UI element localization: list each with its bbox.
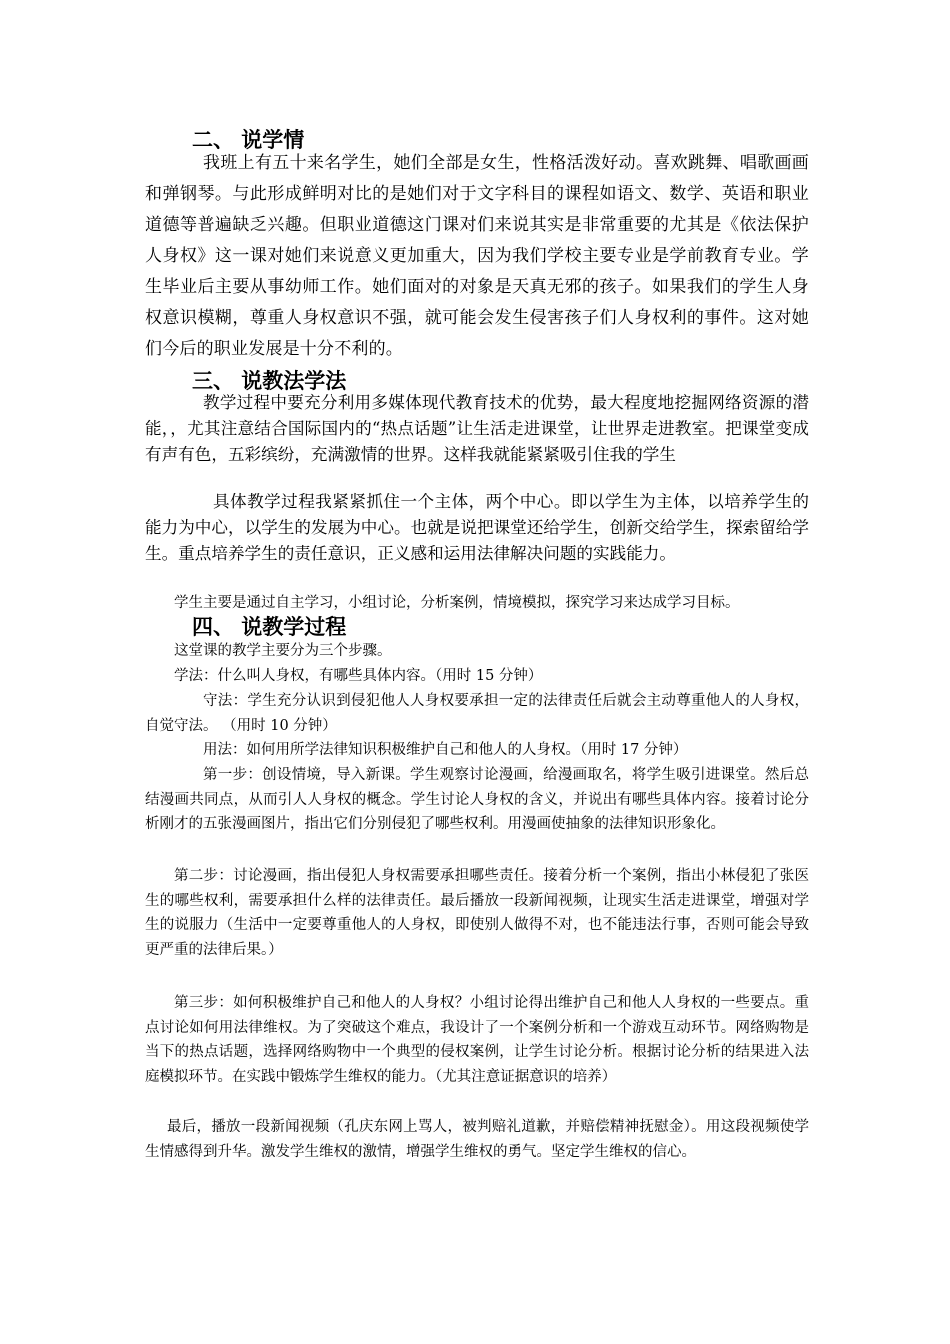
paragraph-step-use-law: 用法：如何用所学法律知识积极维护自己和他人的人身权。（用时 17 分钟） [203, 742, 688, 758]
paragraph-teaching-method-2: 具体教学过程我紧紧抓住一个主体，两个中心。即以学生为主体，以培养学生的能力为中心，以学生的发展为中心。也就是说把课堂还给学生，创新交给学生，探索留给学生。重点培养学生的责任意识，正义感和运用法律解决问题的实践能力。 [145, 492, 809, 563]
paragraph-step-learn-law: 学法：什么叫人身权，有哪些具体内容。（用时 15 分钟） [174, 668, 543, 684]
paragraph-three-steps: 这堂课的教学主要分为三个步骤。 [174, 643, 392, 659]
paragraph-teaching-method-1: 教学过程中要充分利用多媒体现代教育技术的优势，最大程度地挖掘网络资源的潜能，，尤其注意结合国际国内的“热点话题”让生活走进课堂，让世界走进教室。把课堂变成有声有色，五彩缤纷，充满激情的世界。这样我就能紧紧吸引住我的学生 [145, 393, 809, 464]
paragraph-step-three: 第三步：如何积极维护自己和他人的人身权？小组讨论得出维护自己和他人人身权的一些要点。重点讨论如何用法律维权。为了突破这个难点，我设计了一个案例分析和一个游戏互动环节。网络购物是当下的热点话题，选择网络购物中一个典型的侵权案例，让学生讨论分析。根据讨论分析的结果进入法庭模拟环节。在实践中锻炼学生维权的能力。（尤其注意证据意识的培养） [145, 995, 809, 1085]
paragraph-student-situation: 我班上有五十来名学生，她们全部是女生，性格活泼好动。喜欢跳舞、唱歌画画和弹钢琴。与此形成鲜明对比的是她们对于文字科目的课程如语文、数学、英语和职业道德等普遍缺乏兴趣。但职业道德这门课对们来说其实是非常重要的尤其是《依法保护人身权》这一课对她们来说意义更加重大，因为我们学校主要专业是学前教育专业。学生毕业后主要从事幼师工作。她们面对的对象是天真无邪的孩子。如果我们的学生人身权意识模糊，尊重人身权意识不强，就可能会发生侵害孩子们人身权利的事件。这对她们今后的职业发展是十分不利的。 [145, 153, 809, 359]
paragraph-step-abide-law: 守法：学生充分认识到侵犯他人人身权要承担一定的法律责任后就会主动尊重他人的人身权，自觉守法。 （用时 10 分钟） [145, 693, 809, 734]
section-heading-4: 四、 说教学过程 [192, 615, 347, 639]
section-heading-3: 三、 说教法学法 [192, 369, 347, 393]
paragraph-learning-method: 学生主要是通过自主学习，小组讨论，分析案例，情境模拟，探究学习来达成学习目标。 [174, 595, 740, 611]
paragraph-step-one: 第一步：创设情境，导入新课。学生观察讨论漫画，给漫画取名，将学生吸引进课堂。然后总结漫画共同点，从而引人人身权的概念。学生讨论人身权的含义，并说出有哪些具体内容。接着讨论分析刚才的五张漫画图片，指出它们分别侵犯了哪些权利。用漫画使抽象的法律知识形象化。 [145, 767, 809, 832]
paragraph-step-two: 第二步：讨论漫画，指出侵犯人身权需要承担哪些责任。接着分析一个案例，指出小林侵犯了张医生的哪些权利，需要承担什么样的法律责任。最后播放一段新闻视频，让现实生活走进课堂，增强对学生的说服力（生活中一定要尊重他人的人身权，即使别人做得不对，也不能违法行事，否则可能会导致更严重的法律后果。） [145, 868, 809, 958]
section-heading-2: 二、 说学情 [192, 128, 305, 152]
paragraph-final-step: 最后，播放一段新闻视频（孔庆东网上骂人，被判赔礼道歉，并赔偿精神抚慰金）。用这段视频使学生情感得到升华。激发学生维权的激情，增强学生维权的勇气。坚定学生维权的信心。 [145, 1119, 809, 1160]
